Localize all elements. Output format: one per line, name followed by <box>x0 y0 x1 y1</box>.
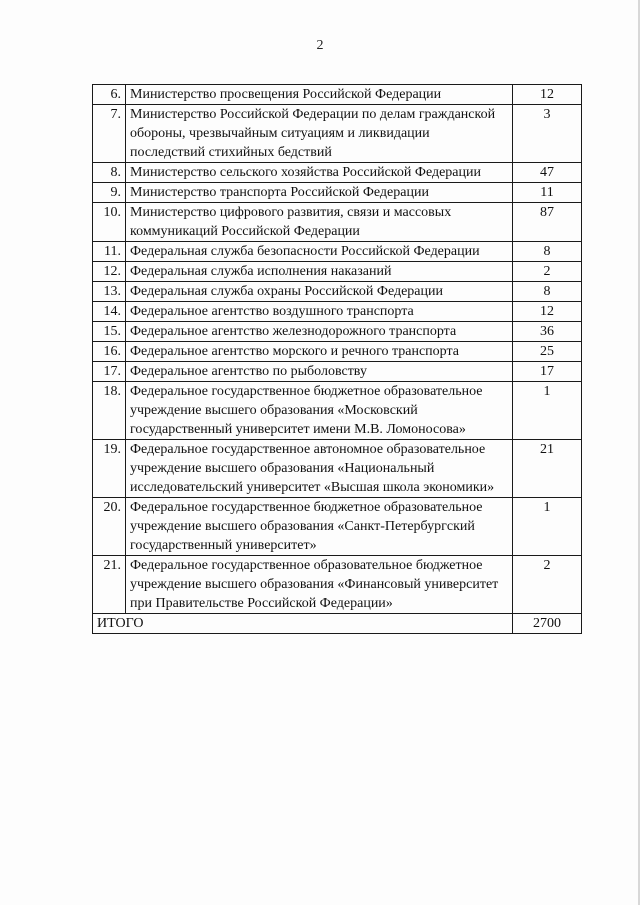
quota-value: 1 <box>513 382 582 440</box>
quota-value: 12 <box>513 85 582 105</box>
quota-value: 1 <box>513 498 582 556</box>
table-row <box>93 163 582 183</box>
row-number: 6. <box>93 85 126 105</box>
table-row <box>93 262 582 282</box>
table-row <box>93 440 582 498</box>
organization-name: Министерство цифрового развития, связи и массовых коммуникаций Российской Федерации <box>126 203 513 242</box>
quota-value: 3 <box>513 105 582 163</box>
organization-name: Федеральное государственное образовательное бюджетное учреждение высшего образования «Финансовый университет при Правительстве Российской Федерации» <box>126 556 513 614</box>
table-row <box>93 203 582 242</box>
quota-value: 2 <box>513 556 582 614</box>
row-number: 20. <box>93 498 126 556</box>
organization-name: Федеральное агентство железнодорожного транспорта <box>126 322 513 342</box>
row-number: 17. <box>93 362 126 382</box>
total-label: ИТОГО <box>93 614 513 634</box>
allocation-table <box>92 84 582 634</box>
row-number: 19. <box>93 440 126 498</box>
organization-name: Федеральное государственное автономное образовательное учреждение высшего образования «Национальный исследовательский университет «Высшая школа экономики» <box>126 440 513 498</box>
table-row <box>93 183 582 203</box>
table-row <box>93 322 582 342</box>
organization-name: Министерство Российской Федерации по делам гражданской обороны, чрезвычайным ситуациям и ликвидации последствий стихийных бедствий <box>126 105 513 163</box>
organization-name: Министерство сельского хозяйства Российской Федерации <box>126 163 513 183</box>
row-number: 15. <box>93 322 126 342</box>
row-number: 9. <box>93 183 126 203</box>
table-body <box>93 85 582 634</box>
row-number: 10. <box>93 203 126 242</box>
quota-value: 87 <box>513 203 582 242</box>
quota-value: 12 <box>513 302 582 322</box>
quota-value: 17 <box>513 362 582 382</box>
quota-value: 21 <box>513 440 582 498</box>
row-number: 7. <box>93 105 126 163</box>
quota-value: 8 <box>513 242 582 262</box>
organization-name: Федеральная служба охраны Российской Федерации <box>126 282 513 302</box>
total-value: 2700 <box>513 614 582 634</box>
row-number: 14. <box>93 302 126 322</box>
row-number: 13. <box>93 282 126 302</box>
table-row <box>93 556 582 614</box>
row-number: 18. <box>93 382 126 440</box>
organization-name: Федеральная служба безопасности Российской Федерации <box>126 242 513 262</box>
table-row <box>93 242 582 262</box>
row-number: 12. <box>93 262 126 282</box>
quota-value: 8 <box>513 282 582 302</box>
organization-name: Министерство транспорта Российской Федерации <box>126 183 513 203</box>
organization-name: Федеральная служба исполнения наказаний <box>126 262 513 282</box>
row-number: 11. <box>93 242 126 262</box>
table-row <box>93 105 582 163</box>
quota-value: 2 <box>513 262 582 282</box>
table-row <box>93 302 582 322</box>
quota-value: 11 <box>513 183 582 203</box>
page-number: 2 <box>316 38 324 53</box>
organization-name: Федеральное агентство морского и речного транспорта <box>126 342 513 362</box>
table-row <box>93 382 582 440</box>
table-row <box>93 85 582 105</box>
table-row <box>93 342 582 362</box>
total-row <box>93 614 582 634</box>
row-number: 21. <box>93 556 126 614</box>
quota-value: 47 <box>513 163 582 183</box>
table-row <box>93 498 582 556</box>
row-number: 16. <box>93 342 126 362</box>
organization-name: Федеральное агентство по рыболовству <box>126 362 513 382</box>
organization-name: Федеральное государственное бюджетное образовательное учреждение высшего образования «Московский государственный университет имени М.В. Ломоносова» <box>126 382 513 440</box>
organization-name: Федеральное государственное бюджетное образовательное учреждение высшего образования «Санкт-Петербургский государственный университет» <box>126 498 513 556</box>
quota-value: 36 <box>513 322 582 342</box>
quota-value: 25 <box>513 342 582 362</box>
organization-name: Министерство просвещения Российской Федерации <box>126 85 513 105</box>
row-number: 8. <box>93 163 126 183</box>
organization-name: Федеральное агентство воздушного транспорта <box>126 302 513 322</box>
table-row <box>93 282 582 302</box>
table-row <box>93 362 582 382</box>
